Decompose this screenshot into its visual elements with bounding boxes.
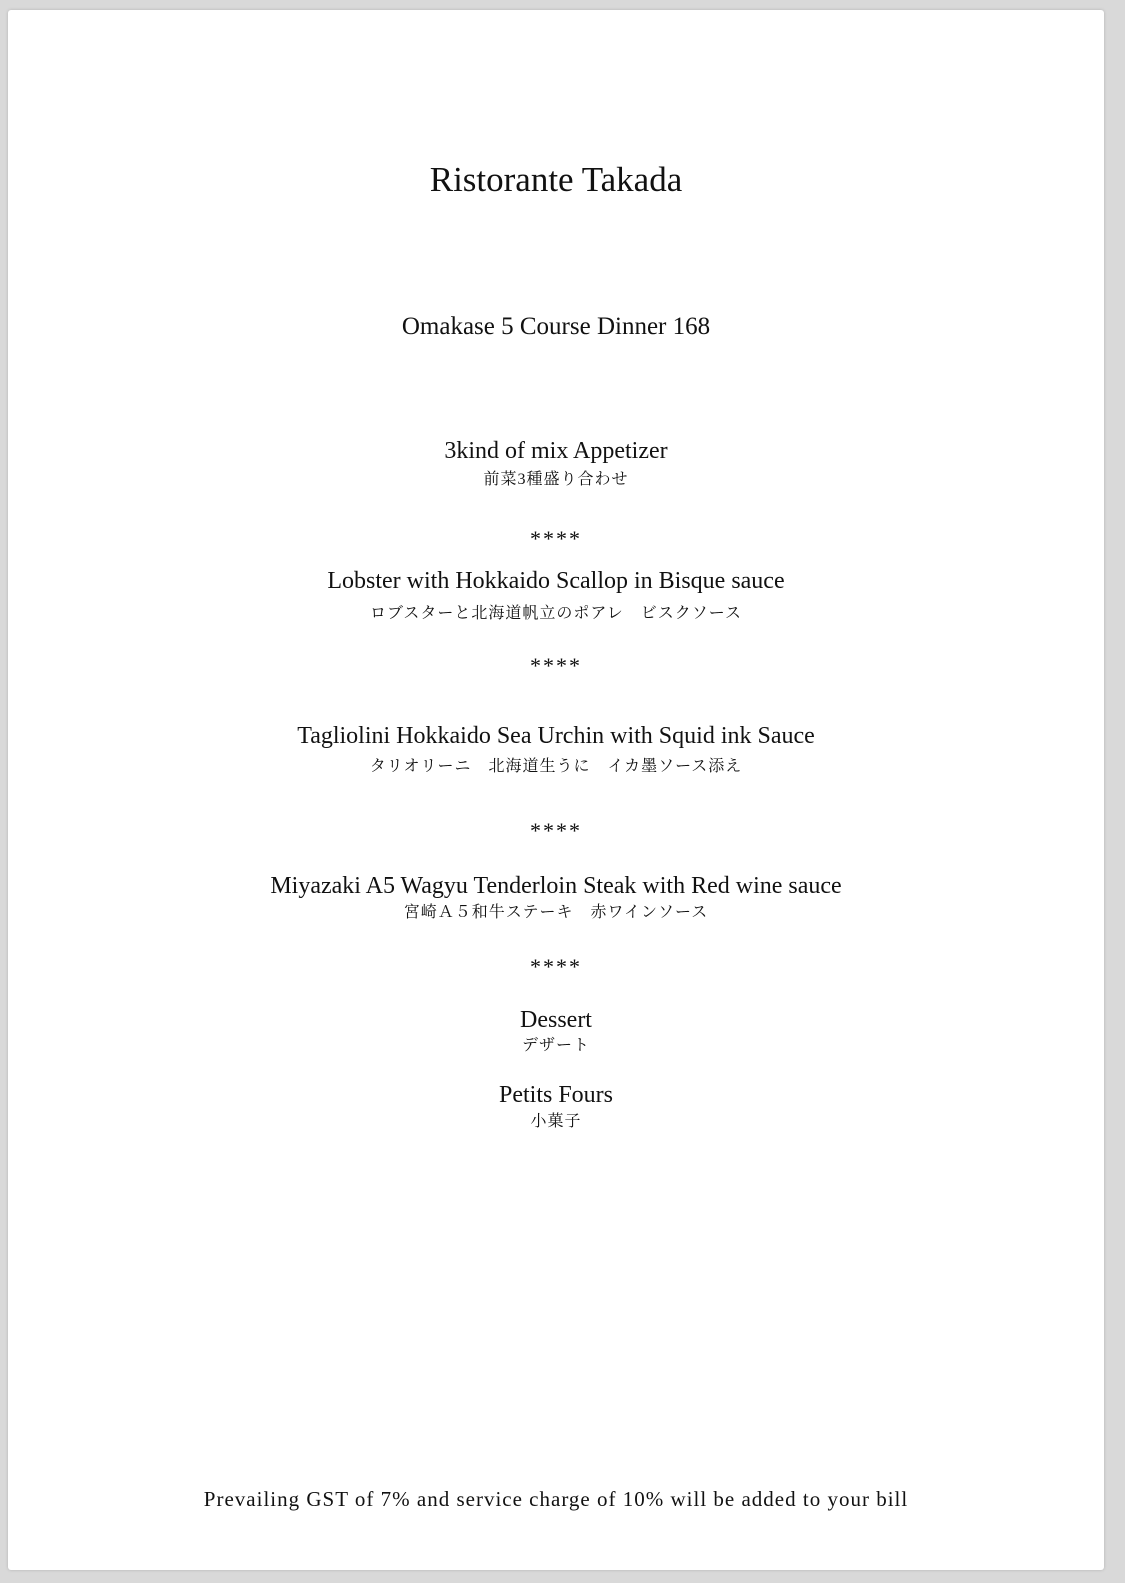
tagliolini-name: Tagliolini Hokkaido Sea Urchin with Squid ink Sauce (297, 723, 815, 749)
tax-note: Prevailing GST of 7% and service charge of 10% will be added to your bill (203, 1487, 909, 1511)
appetizer-name-jp: 前菜3種盛り合わせ (483, 471, 629, 488)
course-separator: **** (530, 653, 582, 678)
course-separator: **** (530, 954, 582, 979)
lobster-name: Lobster with Hokkaido Scallop in Bisque sauce (327, 568, 785, 594)
appetizer-name: 3kind of mix Appetizer (444, 438, 668, 464)
wagyu-name: Miyazaki A5 Wagyu Tenderloin Steak with Red wine sauce (270, 873, 842, 899)
petits-fours-name: Petits Fours (498, 1082, 614, 1108)
petits-fours-name-jp: 小菓子 (530, 1113, 582, 1130)
course-separator: **** (530, 526, 582, 551)
course-separator: **** (530, 818, 582, 843)
dessert-name: Dessert (520, 1007, 592, 1033)
menu-page (8, 10, 1104, 1570)
wagyu-name-jp: 宮崎Ａ５和牛ステーキ 赤ワインソース (403, 904, 709, 921)
restaurant-name: Ristorante Takada (429, 160, 683, 199)
dessert-name-jp: デザート (521, 1037, 590, 1054)
lobster-name-jp: ロブスターと北海道帆立のポアレ ビスクソース (370, 605, 742, 622)
tagliolini-name-jp: タリオリーニ 北海道生うに イカ墨ソース添え (369, 758, 743, 775)
course-title: Omakase 5 Course Dinner 168 (401, 313, 711, 340)
